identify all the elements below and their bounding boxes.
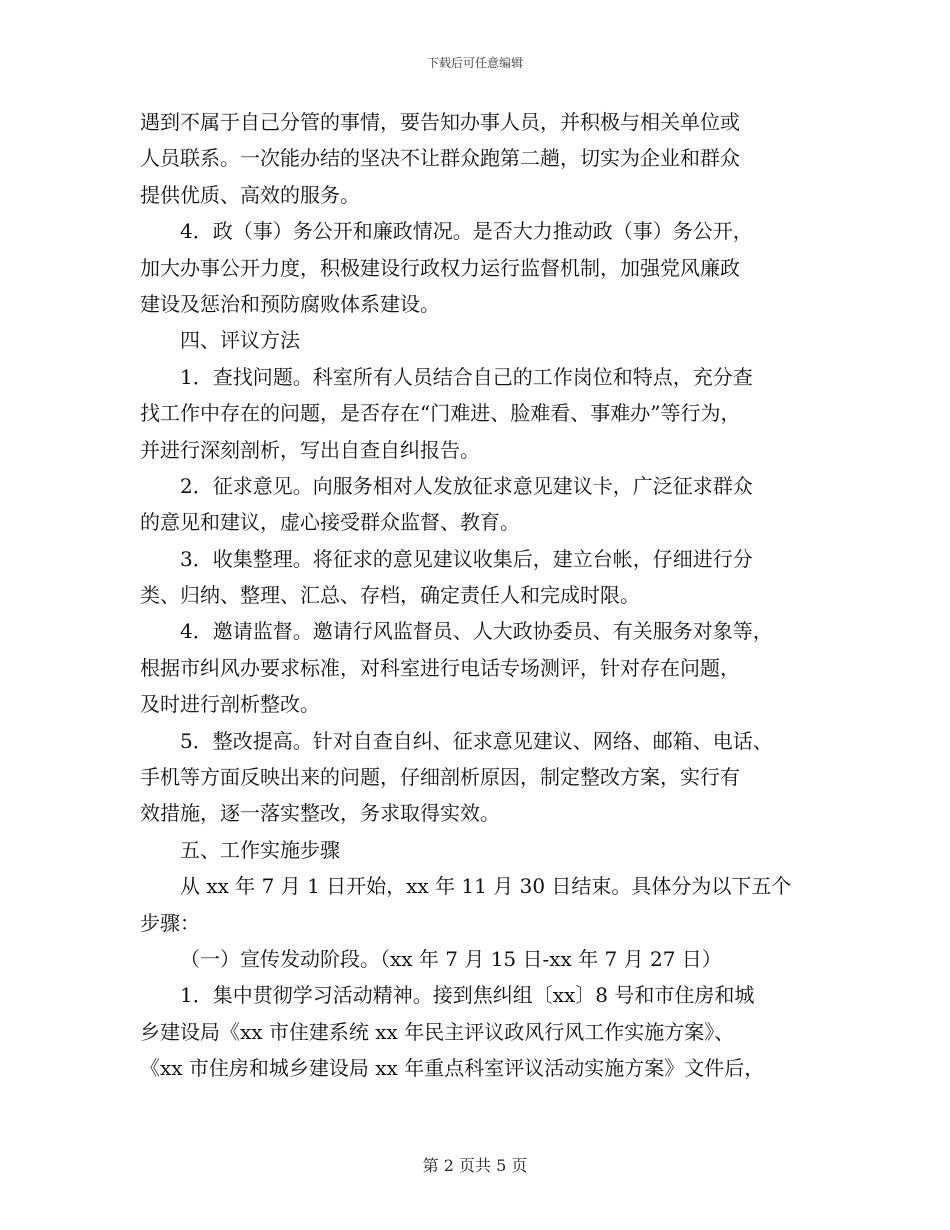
body-line: 提供优质、高效的服务。 bbox=[140, 182, 360, 207]
body-line: 的意见和建议，虚心接受群众监督、教育。 bbox=[140, 510, 520, 535]
page-header: 下载后可任意编辑 bbox=[426, 56, 523, 70]
body-line: 遇到不属于自己分管的事情，要告知办事人员，并积极与相关单位或 bbox=[140, 110, 740, 134]
body-line: 3．收集整理。将征求的意见建议收集后，建立台帐，仔细进行分 bbox=[180, 546, 753, 571]
body-line: 加大办事公开力度，积极建设行政权力运行监督机制，加强党风廉政 bbox=[140, 255, 740, 280]
section-heading: 五、工作实施步骤 bbox=[180, 837, 340, 862]
body-line: 1．集中贯彻学习活动精神。接到焦纠组〔xx〕8 号和市住房和城 bbox=[180, 983, 755, 1008]
body-line: 类、归纳、整理、汇总、存档，确定责任人和完成时限。 bbox=[140, 583, 640, 608]
body-line: 5．整改提高。针对自查自纠、征求意见建议、网络、邮箱、电话、 bbox=[180, 728, 773, 753]
body-line: 找工作中存在的问题，是否存在“门难进、脸难看、事难办”等行为， bbox=[140, 401, 741, 426]
body-line: 4．政（事）务公开和廉政情况。是否大力推动政（事）务公开， bbox=[180, 219, 753, 244]
body-line: 《xx 市住房和城乡建设局 xx 年重点科室评议活动实施方案》文件后， bbox=[140, 1056, 765, 1081]
body-line: 步骤： bbox=[140, 910, 200, 935]
body-line: 并进行深刻剖析，写出自查自纠报告。 bbox=[140, 437, 480, 462]
body-line: 建设及惩治和预防腐败体系建设。 bbox=[140, 291, 440, 316]
body-line: 从 xx 年 7 月 1 日开始，xx 年 11 月 30 日结束。具体分为以下五个 bbox=[180, 874, 792, 899]
body-line: 效措施，逐一落实整改，务求取得实效。 bbox=[140, 801, 500, 826]
body-line: 手机等方面反映出来的问题，仔细剖析原因，制定整改方案，实行有 bbox=[140, 765, 740, 790]
subsection-heading: （一）宣传发动阶段。（xx 年 7 月 15 日-xx 年 7 月 27 日） bbox=[180, 946, 722, 971]
body-line: 及时进行剖析整改。 bbox=[140, 692, 320, 717]
body-line: 根据市纠风办要求标准，对科室进行电话专场测评，针对存在问题， bbox=[140, 655, 740, 680]
section-heading: 四、评议方法 bbox=[180, 328, 300, 353]
document-body bbox=[140, 104, 830, 1087]
body-line: 1．查找问题。科室所有人员结合自己的工作岗位和特点，充分查 bbox=[180, 364, 753, 389]
body-line: 4．邀请监督。邀请行风监督员、人大政协委员、有关服务对象等， bbox=[180, 619, 773, 644]
body-line: 乡建设局《xx 市住建系统 xx 年民主评议政风行风工作实施方案》、 bbox=[140, 1019, 735, 1044]
body-line: 2．征求意见。向服务相对人发放征求意见建议卡，广泛征求群众 bbox=[180, 473, 753, 498]
body-line: 人员联系。一次能办结的坚决不让群众跑第二趟，切实为企业和群众 bbox=[140, 146, 740, 171]
page-footer: 第 2 页共 5 页 bbox=[422, 1156, 528, 1175]
